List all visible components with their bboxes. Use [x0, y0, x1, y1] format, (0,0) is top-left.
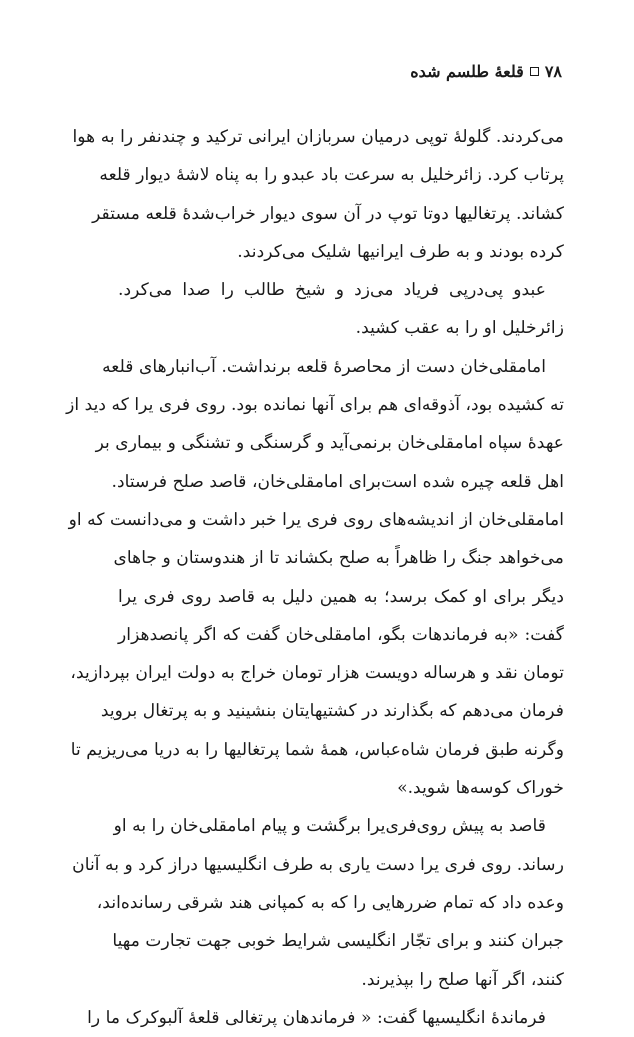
- text-line: رساند. روی فری یرا دست یاری به طرف انگلیسیها دراز کرد و به آنان: [72, 854, 564, 875]
- page-number: ۷۸: [544, 62, 562, 81]
- text-line: پرتاب کرد. زائرخلیل به سرعت باد عبدو را به پناه لاشهٔ دیوار قلعه: [99, 165, 564, 186]
- body-text: [66, 118, 564, 1037]
- text-line: امامقلی‌خان دست از محاصرهٔ قلعه برنداشت. آب‌انبارهای قلعه: [102, 356, 546, 377]
- text-line: فرماندهٔ انگلیسیها گفت: « فرماندهان پرتغالی قلعهٔ آلبوکرک ما را: [87, 1007, 546, 1028]
- paragraph: [72, 807, 564, 998]
- text-line: خوراک کوسه‌ها شوید.»: [397, 778, 564, 799]
- text-line: تومان نقد و هرساله دویست هزار تومان خراج به دولت ایران بپردازید،: [70, 663, 564, 684]
- text-line: کشاند. پرتغالیها دوتا توپ در آن سوی دیوار خراب‌شدهٔ قلعه مستقر: [92, 203, 564, 224]
- text-line: کنند، اگر آنها صلح را بپذیرند.: [361, 969, 564, 990]
- text-line: دیگر برای او کمک برسد؛ به همین دلیل به قاصد روی فری یرا: [118, 586, 564, 607]
- running-header: [410, 62, 562, 81]
- text-line: می‌خواهد جنگ را ظاهراً به صلح بکشاند تا از هندوستان و جاهای: [113, 548, 564, 569]
- text-line: می‌کردند. گلولهٔ توپی درمیان سربازان ایرانی ترکید و چندنفر را به هوا: [72, 127, 564, 147]
- book-title: قلعهٔ طلسم شده: [410, 62, 524, 81]
- text-line: قاصد به پیش روی‌فری‌یرا برگشت و پیام امامقلی‌خان را به او: [113, 816, 546, 837]
- paragraph: [66, 348, 564, 808]
- text-line: زائرخلیل او را به عقب کشید.: [355, 318, 564, 339]
- header-separator-box: [530, 67, 539, 76]
- text-line: ته کشیده بود، آذوقه‌ای هم برای آنها نمانده بود. روی فری یرا که دید از: [66, 395, 564, 416]
- text-line: کرده بودند و به طرف ایرانیها شلیک می‌کردند.: [237, 241, 564, 262]
- text-line: جبران کنند و برای تجّار انگلیسی شرایط خوبی جهت تجارت مهیا: [112, 931, 564, 952]
- text-line: فرمان می‌دهم که بگذارند در کشتیهایتان بنشینید و به پرتغال بروید: [100, 701, 564, 722]
- paragraph: [72, 118, 564, 271]
- text-line: عهدهٔ سپاه امامقلی‌خان برنمی‌آید و گرسنگی و تشنگی و بیماری بر: [95, 433, 564, 454]
- paragraph: [87, 999, 564, 1037]
- text-line: وعده داد که تمام ضررهایی را که به کمپانی هند شرقی رسانده‌اند،: [96, 892, 564, 913]
- paragraph: [118, 271, 564, 348]
- text-line: امامقلی‌خان از اندیشه‌های روی فری یرا خبر داشت و می‌دانست که او: [68, 509, 564, 530]
- text-line: وگرنه طبق فرمان شاه‌عباس، همهٔ شما پرتغالیها را به دریا می‌ریزیم تا: [70, 739, 564, 760]
- text-line: اهل قلعه چیره شده است‌برای امامقلی‌خان، قاصد صلح فرستاد.: [111, 471, 564, 492]
- text-line: عبدو پی‌درپی فریاد می‌زد و شیخ طالب را صدا می‌کرد.: [118, 280, 546, 301]
- text-line: گفت: «به فرماندهات بگو، امامقلی‌خان گفت که اگر پانصدهزار: [118, 624, 564, 645]
